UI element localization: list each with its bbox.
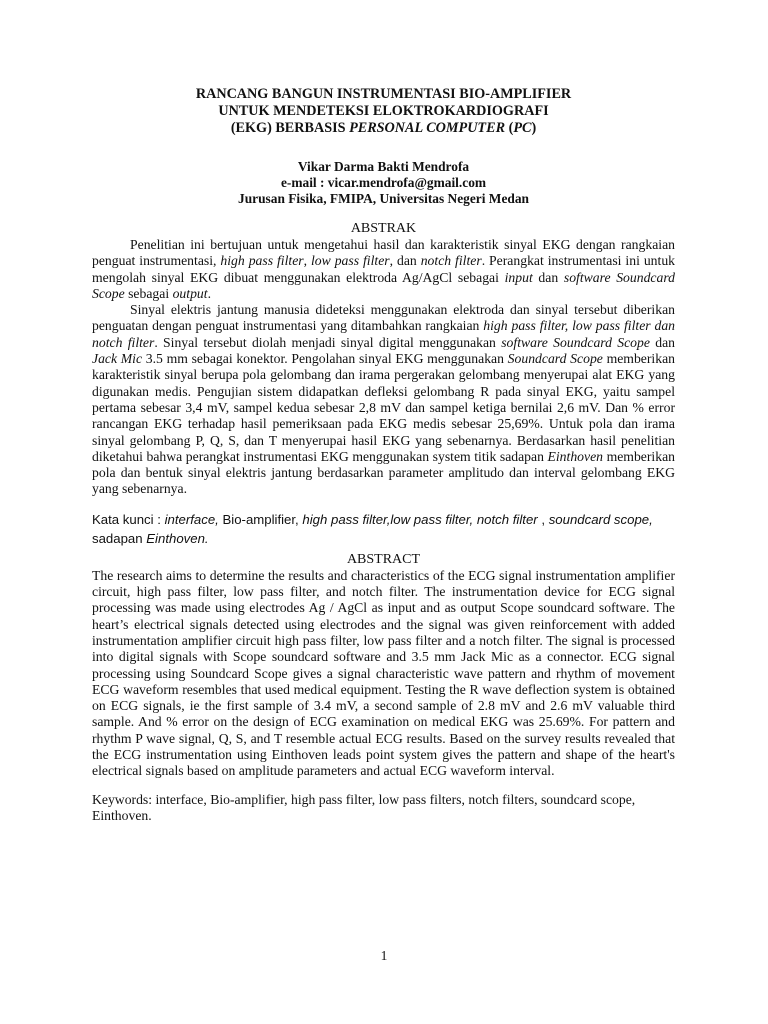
kata-kunci-seg: sadapan (92, 530, 147, 546)
abstrak-p2-seg: Einthoven (547, 448, 604, 464)
abstrak-p1-seg: notch filter (420, 253, 482, 269)
kata-kunci-seg: interface, (164, 511, 219, 527)
abstrak-p2-seg: memberikan karakteristik sinyal berupa pola gelombang dan irama pergerakan gelombang menyerupai alat EKG yang digunakan medis. Pengujian sistem didapatkan defleksi gelombang R pada sinyal EKG, yaitu sampel pertama sebesar 3,4 mV, sampel kedua sebesar 2,8 mV dan sampel ketiga bernilai 2,6 mV. Dan % error rancangan EKG terhadap hasil pemeriksaan pada EKG medis sebesar 25,69%. Untuk pola dan irama sinyal gelombang P, Q, S, dan T menyerupai hasil EKG yang sebenarnya. Berdasarkan hasil penelitian diketahui bahwa perangkat instrumentasi EKG menggunakan system titik sadapan (92, 351, 675, 464)
abstract-paragraph: The research aims to determine the results and characteristics of the ECG signal instrumentation amplifier circuit, high pass filter, low pass filter, and notch filter. The instrumentation device for ECG signal processing was made using electrodes Ag / AgCl as input and as output Scope soundcard software. The heart’s electrical signals detected using electrodes and the signal was given reinforcement with added instrumentation amplifier circuit high pass filter, low pass filter and a notch filter. The signal is processed into digital signals with Scope soundcard software and 3.5 mm Jack Mic as a connector. ECG signal processing using Soundcard Scope gives a signal characteristic wave pattern and rhythm of movement ECG waveform resembles that used medical equipment. Testing the R wave deflection system is obtained on ECG signals, ie the first sample of 3.4 mV, a second sample of 2.8 mV and 2.6 mV valuable third sample. And % error on the design of ECG examination on medical EKG was 25.69%. For pattern and rhythm P wave signal, Q, S, and T resemble actual ECG results. Based on the survey results revealed that the ECG instrumentation using Einthoven leads point system gives the pattern and shape of the heart's electrical signals based on amplitude parameters and actual ECG waveform interval. (92, 567, 675, 779)
title-line-3 (92, 120, 675, 137)
abstrak-p2-seg: memberikan pola dan bentuk sinyal elektris jantung berdasarkan parameter amplitudo dan interval gelombang EKG yang sebenarnya. (92, 448, 675, 497)
title-line-3-c: ( (505, 120, 514, 136)
kata-kunci-seg: , (537, 511, 549, 527)
abstrak-p2-seg: 3.5 mm sebagai konektor. Pengolahan sinyal EKG menggunakan (142, 351, 508, 367)
author-name: Vikar Darma Bakti Mendrofa (297, 159, 470, 174)
abstrak-p2-seg: . Sinyal tersebut diolah menjadi sinyal digital menggunakan (154, 334, 502, 350)
abstrak-heading: ABSTRAK (350, 221, 417, 236)
abstrak-p1-seg: Penelitian ini bertujuan untuk mengetahui hasil dan karakteristik sinyal EKG dengan rangkaian penguat instrumentasi, (92, 237, 675, 269)
abstrak-p1-seg: high pass filter (220, 253, 304, 269)
kata-kunci-seg: soundcard scope, (548, 511, 653, 527)
abstrak-p2-seg: software Soundcard Scope (501, 334, 650, 350)
abstrak-p1-seg: low pass filter (310, 253, 390, 269)
author-email: e-mail : vicar.mendrofa@gmail.com (280, 175, 487, 190)
abstrak-p1-seg: dan (532, 269, 564, 285)
kata-kunci-seg: Kata kunci : (92, 511, 165, 527)
author-block (92, 159, 675, 207)
abstrak-p2-seg: Soundcard Scope (507, 351, 603, 367)
abstrak-paragraph-2 (92, 302, 675, 498)
abstrak-p1-seg: input (504, 269, 533, 285)
title-line-3-d: PC (513, 120, 532, 136)
page-number: 1 (380, 948, 388, 963)
abstrak-p2-seg: dan (649, 334, 676, 350)
abstrak-p1-seg: , dan (389, 253, 421, 269)
author-affiliation: Jurusan Fisika, FMIPA, Universitas Negeri Medan (238, 191, 529, 206)
paper-page (92, 86, 675, 824)
abstrak-p2-seg: Jack Mic (92, 351, 143, 367)
abstract-heading: ABSTRACT (346, 551, 421, 567)
abstrak-p1-seg: . Perangkat instrumentasi ini untuk mengolah sinyal EKG dibuat menggunakan elektroda Ag/AgCl sebagai (92, 253, 676, 285)
abstrak-p2-seg: Sinyal elektris jantung manusia dideteksi menggunakan elektroda dan sinyal tersebut diberikan penguatan dengan penguat instrumentasi yang ditambahkan rangkaian (92, 302, 675, 334)
title-line-3-e: ) (531, 120, 537, 136)
abstrak-p1-seg: output (172, 285, 208, 301)
kata-kunci-seg: high pass filter,low pass filter, notch filter (302, 511, 538, 527)
abstrak-p1-seg: sebagai (124, 285, 173, 301)
abstrak-p1-seg: software Soundcard Scope (92, 269, 675, 301)
kata-kunci-seg: Bio-amplifier, (218, 511, 303, 527)
abstrak-p1-seg: . (207, 285, 211, 301)
title-line-2: UNTUK MENDETEKSI ELOKTROKARDIOGRAFI (218, 103, 549, 119)
kata-kunci-seg: Einthoven. (146, 530, 209, 546)
abstrak-paragraph-1 (92, 237, 675, 302)
paper-title (92, 86, 675, 137)
keywords: Keywords: interface, Bio-amplifier, high pass filter, low pass filters, notch filters, soundcard scope, Einthoven. (92, 791, 636, 823)
title-line-3-b: PERSONAL COMPUTER (349, 120, 506, 136)
abstrak-p1-seg: , (303, 253, 311, 269)
kata-kunci (92, 510, 675, 548)
title-line-3-a: (EKG) BERBASIS (230, 120, 350, 136)
abstrak-p2-seg: high pass filter, low pass filter dan notch filter (92, 318, 676, 350)
title-line-1: RANCANG BANGUN INSTRUMENTASI BIO-AMPLIFIER (195, 86, 572, 102)
